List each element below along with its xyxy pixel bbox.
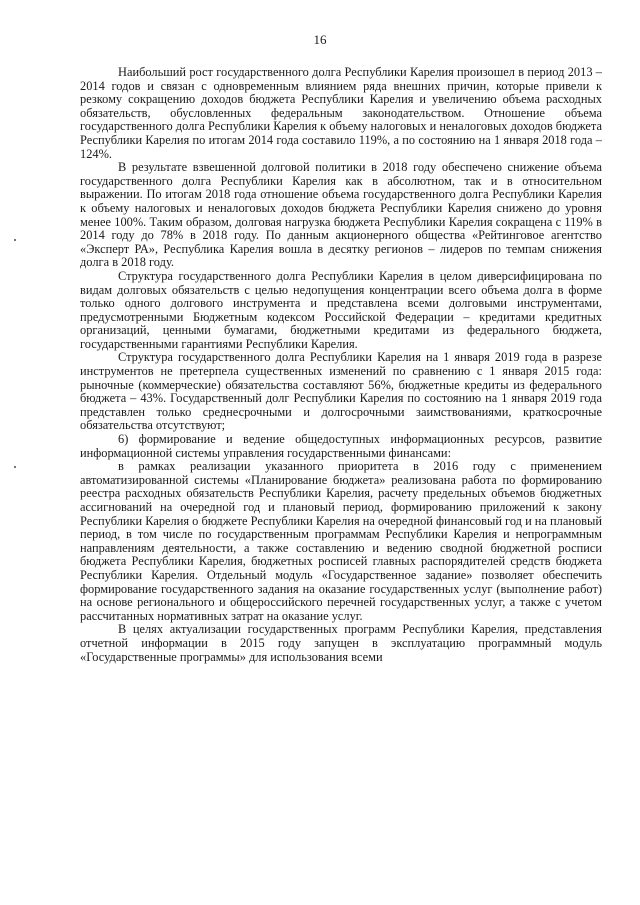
- margin-mark: [14, 239, 16, 241]
- paragraph: В целях актуализации государственных программ Республики Карелия, представления отчетной информации в 2015 году запущен в эксплуатацию программный модуль «Государственные программы» для использования всеми: [80, 622, 602, 664]
- paragraph: Наибольший рост государственного долга Республики Карелия произошел в период 2013 – 2014 годов и связан с одновременным влиянием ряда внешних причин, которые привели к резкому сокращению доходов бюджета Республики Карелия и увеличению объема расходных обязательств, обусловленных федеральным законодательством. Отношение объема государственного долга Республики Карелия к объему налоговых и неналоговых доходов бюджета Республики Карелия по итогам 2014 года составило 119%, а по состоянию на 1 января 2018 года – 124%.: [80, 65, 602, 161]
- page-number: 16: [313, 32, 327, 47]
- paragraph: Структура государственного долга Республики Карелия в целом диверсифицирована по видам долговых обязательств с целью недопущения концентрации всего объема долга в форме только одного долгового инструмента и представлена всеми долговыми инструментами, предусмотренными Бюджетным кодексом Российской Федерации – кредитами кредитных организаций, ценными бумагами, бюджетными кредитами из федерального бюджета, государственными гарантиями Республики Карелия.: [80, 268, 602, 351]
- paragraph: в рамках реализации указанного приоритета в 2016 году с применением автоматизированной системы «Планирование бюджета» реализована работа по формированию реестра расходных обязательств Республики Карелия, расчету предельных объемов бюджетных ассигнований на очередной год и плановый период, формированию приложений к закону Республики Карелия о бюджете Республики Карелия на очередной финансовый год и на плановый период, в том числе по государственным программам Республики Карелия и непрограммным направлениям деятельности, а также составлению и ведению сводной бюджетной росписи бюджета Республики Карелия, бюджетных росписей главных распорядителей средств бюджета Республики Карелия. Отдельный модуль «Государственное задание» позволяет обеспечить формирование государственного задания на оказание государственных услуг (выполнение работ) на основе регионального и общероссийского перечней государственных услуг, а также с учетом рассчитанных нормативных затрат на оказание услуг.: [80, 459, 602, 623]
- paragraph: В результате взвешенной долговой политики в 2018 году обеспечено снижение объема государственного долга Республики Карелия как в абсолютном, так и в относительном выражении. По итогам 2018 года отношение объема государственного долга Республики Карелия к объему налоговых и неналоговых доходов бюджета Республики Карелия снижено до уровня менее 100%. Таким образом, долговая нагрузка бюджета Республики Карелия сокращена с 119% в 2014 году до 78% в 2018 году. По данным акционерного общества «Рейтинговое агентство «Эксперт РА», Республика Карелия вошла в десятку регионов – лидеров по темпам снижения долга в 2018 году.: [80, 160, 602, 270]
- paragraph: 6) формирование и ведение общедоступных информационных ресурсов, развитие информационной системы управления государственными финансами:: [80, 432, 602, 460]
- paragraph: Структура государственного долга Республики Карелия на 1 января 2019 года в разрезе инструментов не претерпела существенных изменений по сравнению с 1 января 2015 года: рыночные (коммерческие) обязательства составляют 56%, бюджетные кредиты из федерального бюджета – 43%. Государственный долг Республики Карелия по состоянию на 1 января 2019 года представлен только среднесрочными и долгосрочными заимствованиями, краткосрочные обязательства отсутствуют;: [80, 350, 602, 433]
- margin-mark: [14, 466, 16, 468]
- body-text: [80, 66, 602, 664]
